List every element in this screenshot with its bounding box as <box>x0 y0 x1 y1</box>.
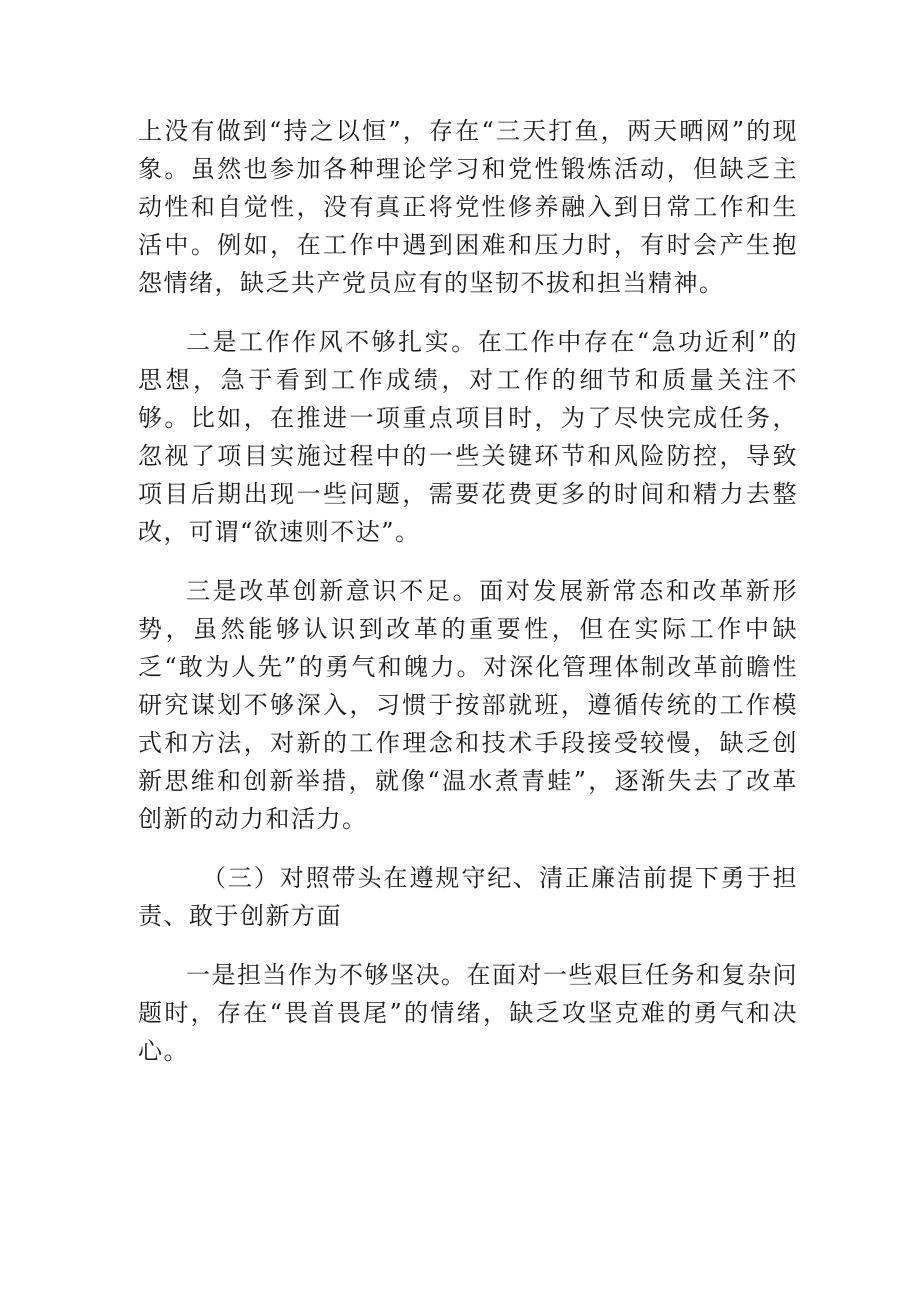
paragraph-responsibility: 一是担当作为不够坚决。在面对一些艰巨任务和复杂问题时，存在“畏首畏尾”的情绪，缺乏攻坚克难的勇气和决心。 <box>138 961 798 1065</box>
document-body <box>138 112 798 1091</box>
paragraph-work-style: 二是工作作风不够扎实。在工作中存在“急功近利”的思想，急于看到工作成绩，对工作的细节和质量关注不够。比如，在推进一项重点项目时，为了尽快完成任务，忽视了项目实施过程中的一些关键环节和风险防控，导致项目后期出现一些问题，需要花费更多的时间和精力去整改，可谓“欲速则不达”。 <box>138 328 798 546</box>
paragraph-continuation: 上没有做到“持之以恒”，存在“三天打鱼，两天晒网”的现象。虽然也参加各种理论学习和党性锻炼活动，但缺乏主动性和自觉性，没有真正将党性修养融入到日常工作和生活中。例如，在工作中遇到困难和压力时，有时会产生抱怨情绪，缺乏共产党员应有的坚韧不拔和担当精神。 <box>138 117 798 297</box>
section-heading: （三）对照带头在遵规守纪、清正廉洁前提下勇于担责、敢于创新方面 <box>138 864 798 930</box>
paragraph-innovation: 三是改革创新意识不足。面对发展新常态和改革新形势，虽然能够认识到改革的重要性，但在实际工作中缺乏“敢为人先”的勇气和魄力。对深化管理体制改革前瞻性研究谋划不够深入，习惯于按部就班，遵循传统的工作模式和方法，对新的工作理念和技术手段接受较慢，缺乏创新思维和创新举措，就像“温水煮青蛙”，逐渐失去了改革创新的动力和活力。 <box>138 577 798 833</box>
